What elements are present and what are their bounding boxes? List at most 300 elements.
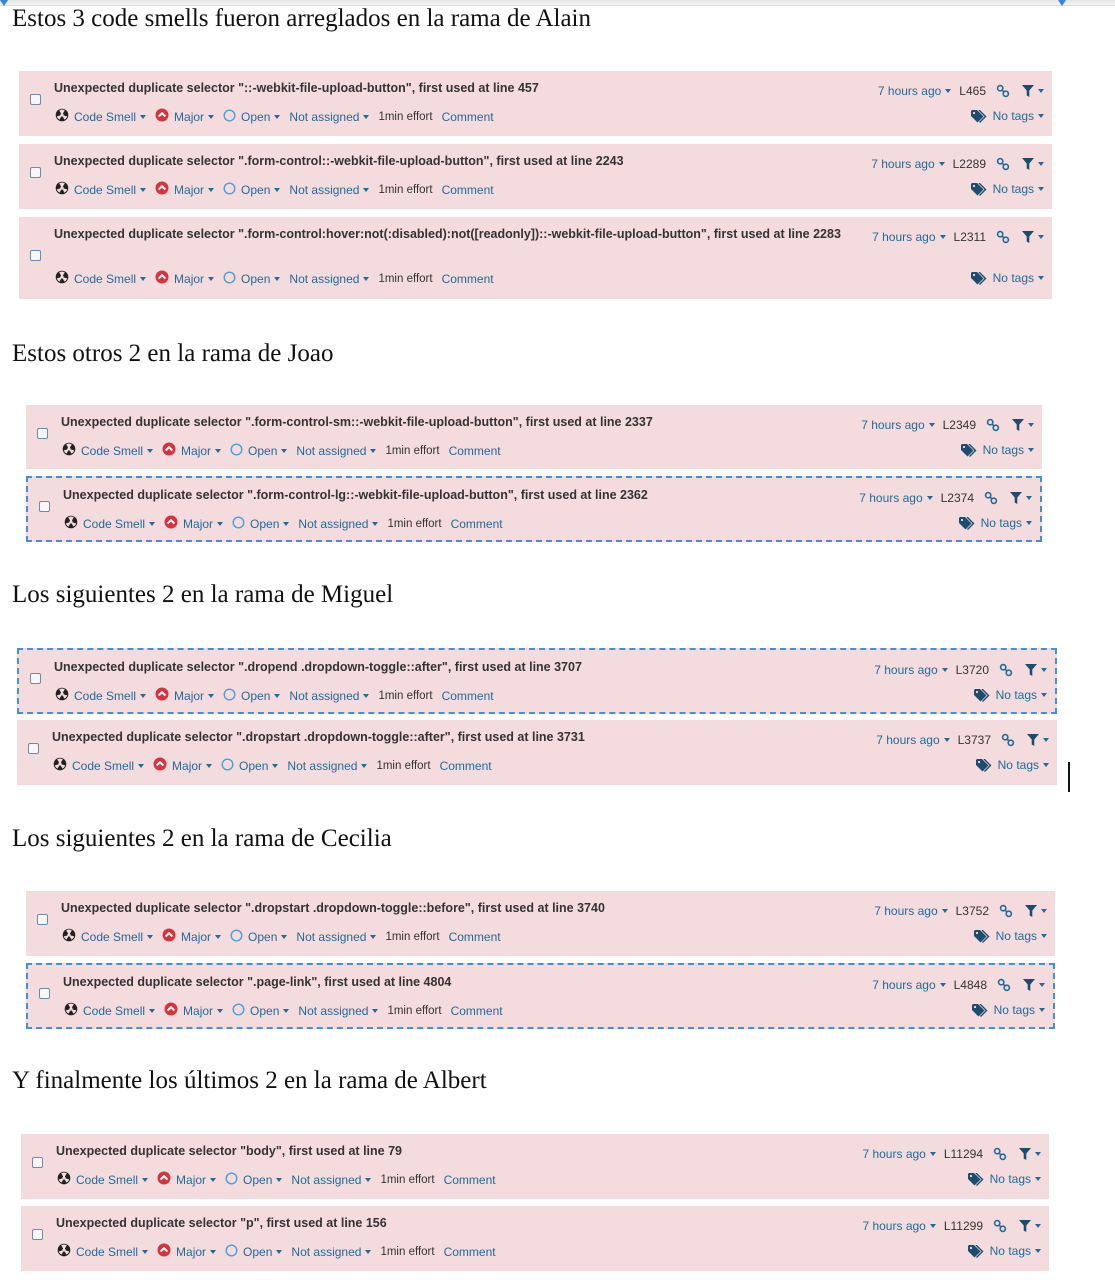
assignee-dropdown[interactable] xyxy=(289,689,369,703)
status-label: Open xyxy=(250,516,280,531)
filter-dropdown[interactable] xyxy=(1022,85,1044,98)
issue-meta-bar xyxy=(55,270,503,287)
type-label: Code Smell xyxy=(81,929,144,944)
issue-meta-bar xyxy=(62,928,510,945)
age-label: 7 hours ago xyxy=(871,157,935,171)
age-label: 7 hours ago xyxy=(861,418,925,432)
age-dropdown[interactable] xyxy=(872,978,945,992)
issue-message[interactable]: Unexpected duplicate selector ".page-link", first used at line 4804 xyxy=(63,975,452,989)
filter-icon xyxy=(1027,734,1039,747)
comment-link[interactable]: Comment xyxy=(450,516,503,531)
filter-icon xyxy=(1025,905,1037,918)
issue-right-meta xyxy=(878,84,1044,98)
assignee-dropdown[interactable] xyxy=(289,272,369,286)
type-dropdown[interactable] xyxy=(64,515,155,532)
status-label: Open xyxy=(248,443,278,458)
status-dropdown[interactable] xyxy=(230,443,287,459)
caret-down-icon xyxy=(930,1152,936,1156)
caret-down-icon xyxy=(140,694,146,698)
caret-down-icon xyxy=(1041,693,1047,697)
caret-down-icon xyxy=(1039,983,1045,987)
age-dropdown[interactable] xyxy=(874,663,947,677)
tag-icon xyxy=(968,1173,985,1186)
severity-dropdown[interactable] xyxy=(164,515,223,532)
caret-down-icon xyxy=(206,764,212,768)
issue-right-meta xyxy=(862,1147,1041,1161)
tags-label: No tags xyxy=(992,182,1034,196)
caret-down-icon xyxy=(215,935,221,939)
effort-label: 1min effort xyxy=(385,444,440,457)
caret-down-icon xyxy=(940,983,946,987)
severity-dropdown[interactable] xyxy=(164,1002,223,1019)
type-label: Code Smell xyxy=(74,182,137,197)
status-label: Open xyxy=(241,271,271,286)
filter-dropdown[interactable] xyxy=(1022,231,1044,244)
issue-message[interactable]: Unexpected duplicate selector ".form-control::-webkit-file-upload-button", first used at line 2243 xyxy=(54,154,624,168)
filter-icon xyxy=(1010,492,1022,505)
severity-label: Major xyxy=(174,182,205,197)
caret-down-icon xyxy=(1038,276,1044,280)
severity-label: Major xyxy=(172,758,203,773)
tags-label: No tags xyxy=(997,758,1039,772)
severity-label: Major xyxy=(176,1172,207,1187)
caret-down-icon xyxy=(363,694,369,698)
age-dropdown[interactable] xyxy=(862,1219,935,1233)
assignee-label: Not assigned xyxy=(289,688,360,703)
caret-down-icon xyxy=(210,1178,216,1182)
tags-dropdown[interactable] xyxy=(974,688,1047,702)
caret-down-icon xyxy=(1041,934,1047,938)
filter-dropdown[interactable] xyxy=(1023,979,1045,992)
line-number[interactable]: L2311 xyxy=(953,230,986,244)
caret-down-icon xyxy=(274,694,280,698)
line-number[interactable]: L4848 xyxy=(953,978,987,992)
age-label: 7 hours ago xyxy=(859,491,923,505)
issue-message[interactable]: Unexpected duplicate selector ".form-control-sm::-webkit-file-upload-button", first used at line 2337 xyxy=(61,415,653,429)
permalink-icon[interactable] xyxy=(996,230,1010,244)
filter-dropdown[interactable] xyxy=(1022,158,1044,171)
issue-meta-bar xyxy=(55,181,503,198)
effort-label: 1min effort xyxy=(387,1004,442,1017)
issue-message[interactable]: Unexpected duplicate selector "p", first used at line 156 xyxy=(56,1216,387,1230)
caret-down-icon xyxy=(1039,1008,1045,1012)
issue-checkbox[interactable] xyxy=(30,250,41,261)
effort-label: 1min effort xyxy=(385,930,440,943)
age-label: 7 hours ago xyxy=(872,230,936,244)
severity-label: Major xyxy=(174,688,205,703)
status-dropdown[interactable] xyxy=(225,1244,282,1260)
permalink-icon[interactable] xyxy=(986,418,1000,432)
issue-checkbox[interactable] xyxy=(32,1229,43,1240)
caret-down-icon xyxy=(142,1250,148,1254)
caret-down-icon xyxy=(215,449,221,453)
filter-dropdown[interactable] xyxy=(1025,905,1047,918)
major-severity-icon xyxy=(162,442,176,459)
assignee-dropdown[interactable] xyxy=(298,1004,378,1018)
type-dropdown[interactable] xyxy=(62,928,153,945)
tags-dropdown[interactable] xyxy=(968,1172,1041,1186)
caret-down-icon xyxy=(1043,763,1049,767)
open-status-icon xyxy=(230,929,243,945)
assignee-dropdown[interactable] xyxy=(296,930,376,944)
age-dropdown[interactable] xyxy=(874,904,947,918)
open-status-icon xyxy=(223,271,236,287)
assignee-dropdown[interactable] xyxy=(291,1173,371,1187)
issue-message[interactable]: Unexpected duplicate selector ".form-control:hover:not(:disabled):not([readonly])::-webkit-file-upload-button", first used at line 2283 xyxy=(54,227,841,241)
code-smell-icon xyxy=(64,1002,78,1019)
caret-down-icon xyxy=(942,668,948,672)
tag-icon xyxy=(971,183,988,196)
comment-link[interactable]: Comment xyxy=(448,929,501,944)
caret-down-icon xyxy=(1035,1224,1041,1228)
permalink-icon[interactable] xyxy=(984,491,998,505)
effort-label: 1min effort xyxy=(380,1173,435,1186)
tag-icon xyxy=(959,517,976,530)
age-dropdown[interactable] xyxy=(876,733,949,747)
caret-down-icon xyxy=(1035,1152,1041,1156)
filter-dropdown[interactable] xyxy=(1012,419,1034,432)
issue-row[interactable] xyxy=(26,891,1055,956)
comment-link[interactable]: Comment xyxy=(443,1244,496,1259)
line-number[interactable]: L2374 xyxy=(940,491,974,505)
caret-down-icon xyxy=(927,496,933,500)
section-heading: Los siguientes 2 en la rama de Miguel xyxy=(12,581,394,608)
status-dropdown[interactable] xyxy=(232,1003,289,1019)
issue-meta-bar xyxy=(57,1171,505,1188)
issue-checkbox[interactable] xyxy=(37,914,48,925)
caret-down-icon xyxy=(276,1250,282,1254)
caret-down-icon xyxy=(208,694,214,698)
age-dropdown[interactable] xyxy=(871,157,944,171)
status-dropdown[interactable] xyxy=(221,758,278,774)
severity-label: Major xyxy=(183,1003,214,1018)
issue-right-meta xyxy=(861,418,1034,432)
code-smell-icon xyxy=(55,108,69,125)
issue-right-meta xyxy=(862,1219,1041,1233)
filter-icon xyxy=(1012,419,1024,432)
assignee-label: Not assigned xyxy=(291,1172,362,1187)
issue-message[interactable]: Unexpected duplicate selector ".dropstart .dropdown-toggle::after", first used at line 3731 xyxy=(52,730,585,744)
tags-label: No tags xyxy=(992,109,1034,123)
status-dropdown[interactable] xyxy=(225,1172,282,1188)
age-label: 7 hours ago xyxy=(877,84,942,98)
assignee-label: Not assigned xyxy=(296,443,367,458)
open-status-icon xyxy=(230,443,243,459)
type-dropdown[interactable] xyxy=(57,1243,148,1260)
tags-label: No tags xyxy=(989,1244,1031,1258)
severity-dropdown[interactable] xyxy=(162,442,221,459)
age-dropdown[interactable] xyxy=(872,230,945,244)
issue-row[interactable] xyxy=(17,648,1057,714)
caret-down-icon xyxy=(208,115,214,119)
tag-icon xyxy=(971,272,988,285)
permalink-icon[interactable] xyxy=(1001,733,1015,747)
tags-label: No tags xyxy=(989,1172,1031,1186)
issue-row[interactable] xyxy=(17,720,1057,785)
caret-down-icon xyxy=(210,1250,216,1254)
issue-message[interactable]: Unexpected duplicate selector "body", first used at line 79 xyxy=(56,1144,402,1158)
status-dropdown[interactable] xyxy=(223,182,280,198)
line-number[interactable]: L2349 xyxy=(942,418,976,432)
caret-down-icon xyxy=(945,89,951,93)
issue-checkbox[interactable] xyxy=(39,501,50,512)
filter-icon xyxy=(1023,979,1035,992)
severity-dropdown[interactable] xyxy=(155,181,214,198)
major-severity-icon xyxy=(164,1002,178,1019)
type-label: Code Smell xyxy=(76,1244,139,1259)
comment-link[interactable]: Comment xyxy=(441,688,494,703)
permalink-icon[interactable] xyxy=(997,978,1011,992)
comment-link[interactable]: Comment xyxy=(450,1003,503,1018)
comment-link[interactable]: Comment xyxy=(441,271,494,286)
code-smell-icon xyxy=(55,270,69,287)
status-dropdown[interactable] xyxy=(223,688,280,704)
age-dropdown[interactable] xyxy=(859,491,932,505)
permalink-icon[interactable] xyxy=(999,904,1013,918)
issue-row[interactable] xyxy=(26,963,1055,1029)
tags-dropdown[interactable] xyxy=(971,271,1044,285)
assignee-label: Not assigned xyxy=(291,1244,362,1259)
tags-dropdown[interactable] xyxy=(972,1003,1045,1017)
issue-meta-bar xyxy=(62,442,510,459)
tag-icon xyxy=(976,759,993,772)
assignee-dropdown[interactable] xyxy=(289,183,369,197)
caret-down-icon xyxy=(363,277,369,281)
status-label: Open xyxy=(248,929,278,944)
caret-down-icon xyxy=(1026,521,1032,525)
type-dropdown[interactable] xyxy=(53,757,144,774)
type-label: Code Smell xyxy=(72,758,135,773)
tags-label: No tags xyxy=(995,688,1037,702)
major-severity-icon xyxy=(153,757,167,774)
severity-dropdown[interactable] xyxy=(162,928,221,945)
age-label: 7 hours ago xyxy=(862,1147,926,1161)
caret-down-icon xyxy=(140,115,146,119)
line-number[interactable]: L465 xyxy=(959,84,986,98)
age-dropdown[interactable] xyxy=(861,418,934,432)
section-heading: Y finalmente los últimos 2 en la rama de Albert xyxy=(12,1067,487,1094)
tags-dropdown[interactable] xyxy=(959,516,1032,530)
severity-label: Major xyxy=(174,109,205,124)
issue-message[interactable]: Unexpected duplicate selector ".dropstart .dropdown-toggle::before", first used at line 3740 xyxy=(61,901,605,915)
issue-checkbox[interactable] xyxy=(37,428,48,439)
filter-dropdown[interactable] xyxy=(1019,1220,1041,1233)
status-dropdown[interactable] xyxy=(230,929,287,945)
caret-down-icon xyxy=(372,1009,378,1013)
caret-down-icon xyxy=(1038,114,1044,118)
tag-icon xyxy=(968,1245,985,1258)
filter-icon xyxy=(1025,664,1037,677)
caret-down-icon xyxy=(1038,187,1044,191)
major-severity-icon xyxy=(157,1243,171,1260)
tags-dropdown[interactable] xyxy=(971,182,1044,196)
type-dropdown[interactable] xyxy=(62,442,153,459)
caret-down-icon xyxy=(370,449,376,453)
filter-dropdown[interactable] xyxy=(1027,734,1049,747)
type-dropdown[interactable] xyxy=(57,1171,148,1188)
comment-link[interactable]: Comment xyxy=(443,1172,496,1187)
tags-dropdown[interactable] xyxy=(961,443,1034,457)
code-smell-icon xyxy=(53,757,67,774)
caret-down-icon xyxy=(942,909,948,913)
issue-row[interactable] xyxy=(19,144,1052,209)
assignee-dropdown[interactable] xyxy=(289,110,369,124)
permalink-icon[interactable] xyxy=(993,1219,1007,1233)
issue-message[interactable]: Unexpected duplicate selector ".form-control-lg::-webkit-file-upload-button", first used at line 2362 xyxy=(63,488,648,502)
major-severity-icon xyxy=(155,181,169,198)
caret-down-icon xyxy=(281,935,287,939)
status-dropdown[interactable] xyxy=(232,516,289,532)
comment-link[interactable]: Comment xyxy=(441,182,494,197)
filter-icon xyxy=(1022,158,1034,171)
code-smell-icon xyxy=(62,442,76,459)
tags-dropdown[interactable] xyxy=(971,109,1044,123)
code-smell-icon xyxy=(55,181,69,198)
caret-down-icon xyxy=(138,764,144,768)
effort-label: 1min effort xyxy=(378,272,433,285)
issue-message[interactable]: Unexpected duplicate selector ".dropend .dropdown-toggle::after", first used at line 3707 xyxy=(54,660,582,674)
effort-label: 1min effort xyxy=(378,689,433,702)
tags-label: No tags xyxy=(992,271,1034,285)
line-number[interactable]: L2289 xyxy=(952,157,986,171)
issue-row[interactable] xyxy=(21,1206,1049,1271)
issue-checkbox[interactable] xyxy=(32,1157,43,1168)
code-smell-icon xyxy=(62,928,76,945)
issue-checkbox[interactable] xyxy=(30,167,41,178)
issue-row[interactable] xyxy=(26,476,1042,542)
caret-down-icon xyxy=(283,522,289,526)
filter-icon xyxy=(1019,1220,1031,1233)
tags-dropdown[interactable] xyxy=(974,929,1047,943)
type-dropdown[interactable] xyxy=(55,181,146,198)
permalink-icon[interactable] xyxy=(996,84,1010,98)
code-smell-icon xyxy=(55,687,69,704)
line-number[interactable]: L11299 xyxy=(943,1219,983,1233)
assignee-label: Not assigned xyxy=(287,758,358,773)
caret-down-icon xyxy=(149,1009,155,1013)
comment-link[interactable]: Comment xyxy=(441,109,494,124)
comment-link[interactable]: Comment xyxy=(448,443,501,458)
comment-link[interactable]: Comment xyxy=(439,758,492,773)
type-dropdown[interactable] xyxy=(55,270,146,287)
tag-icon xyxy=(974,689,991,702)
age-label: 7 hours ago xyxy=(872,978,936,992)
filter-dropdown[interactable] xyxy=(1019,1148,1041,1161)
severity-dropdown[interactable] xyxy=(155,687,214,704)
effort-label: 1min effort xyxy=(378,110,433,123)
severity-label: Major xyxy=(181,443,212,458)
caret-down-icon xyxy=(217,1009,223,1013)
permalink-icon[interactable] xyxy=(993,1147,1007,1161)
section-heading: Estos 3 code smells fueron arreglados en la rama de Alain xyxy=(12,5,591,32)
caret-down-icon xyxy=(372,522,378,526)
open-status-icon xyxy=(223,109,236,125)
line-number[interactable]: L3752 xyxy=(955,904,989,918)
type-dropdown[interactable] xyxy=(55,108,146,125)
assignee-label: Not assigned xyxy=(289,271,360,286)
ruler-marker-right-icon xyxy=(1058,0,1066,6)
permalink-icon[interactable] xyxy=(999,663,1013,677)
caret-down-icon xyxy=(361,764,367,768)
caret-down-icon xyxy=(283,1009,289,1013)
issue-row[interactable] xyxy=(19,71,1052,136)
issue-meta-bar xyxy=(55,108,503,125)
severity-dropdown[interactable] xyxy=(153,757,212,774)
permalink-icon[interactable] xyxy=(996,157,1010,171)
severity-dropdown[interactable] xyxy=(157,1243,216,1260)
issue-checkbox[interactable] xyxy=(28,743,39,754)
caret-down-icon xyxy=(1028,423,1034,427)
tags-dropdown[interactable] xyxy=(976,758,1049,772)
issue-checkbox[interactable] xyxy=(30,673,41,684)
age-dropdown[interactable] xyxy=(878,84,951,98)
open-status-icon xyxy=(223,688,236,704)
issue-row[interactable] xyxy=(19,217,1052,299)
major-severity-icon xyxy=(157,1171,171,1188)
open-status-icon xyxy=(225,1172,238,1188)
type-label: Code Smell xyxy=(76,1172,139,1187)
caret-down-icon xyxy=(147,935,153,939)
severity-dropdown[interactable] xyxy=(155,270,214,287)
filter-icon xyxy=(1022,231,1034,244)
caret-down-icon xyxy=(1041,909,1047,913)
issue-checkbox[interactable] xyxy=(30,94,41,105)
code-smell-icon xyxy=(57,1243,71,1260)
caret-down-icon xyxy=(1035,1249,1041,1253)
line-number[interactable]: L3737 xyxy=(957,733,991,747)
assignee-dropdown[interactable] xyxy=(296,444,376,458)
caret-down-icon xyxy=(1035,1177,1041,1181)
effort-label: 1min effort xyxy=(387,517,442,530)
issue-meta-bar xyxy=(57,1243,505,1260)
line-number[interactable]: L11294 xyxy=(943,1147,983,1161)
caret-down-icon xyxy=(217,522,223,526)
issue-checkbox[interactable] xyxy=(39,988,50,999)
line-number[interactable]: L3720 xyxy=(955,663,989,677)
tags-dropdown[interactable] xyxy=(968,1244,1041,1258)
issue-row[interactable] xyxy=(21,1134,1049,1199)
severity-dropdown[interactable] xyxy=(155,108,214,125)
age-dropdown[interactable] xyxy=(862,1147,935,1161)
filter-dropdown[interactable] xyxy=(1010,492,1032,505)
type-dropdown[interactable] xyxy=(64,1002,155,1019)
status-dropdown[interactable] xyxy=(223,271,280,287)
caret-down-icon xyxy=(147,449,153,453)
caret-down-icon xyxy=(940,235,946,239)
caret-down-icon xyxy=(365,1250,371,1254)
assignee-dropdown[interactable] xyxy=(298,517,378,531)
status-dropdown[interactable] xyxy=(223,109,280,125)
issue-message[interactable]: Unexpected duplicate selector "::-webkit-file-upload-button", first used at line 457 xyxy=(54,81,539,95)
issue-right-meta xyxy=(859,491,1032,505)
tag-icon xyxy=(972,1004,989,1017)
filter-dropdown[interactable] xyxy=(1025,664,1047,677)
caret-down-icon xyxy=(208,277,214,281)
type-dropdown[interactable] xyxy=(55,687,146,704)
issue-row[interactable] xyxy=(26,405,1042,469)
effort-label: 1min effort xyxy=(380,1245,435,1258)
text-cursor xyxy=(1068,762,1070,792)
caret-down-icon xyxy=(363,188,369,192)
status-label: Open xyxy=(241,182,271,197)
status-label: Open xyxy=(241,688,271,703)
severity-dropdown[interactable] xyxy=(157,1171,216,1188)
assignee-label: Not assigned xyxy=(298,1003,369,1018)
caret-down-icon xyxy=(149,522,155,526)
type-label: Code Smell xyxy=(74,271,137,286)
assignee-dropdown[interactable] xyxy=(287,759,367,773)
assignee-dropdown[interactable] xyxy=(291,1245,371,1259)
